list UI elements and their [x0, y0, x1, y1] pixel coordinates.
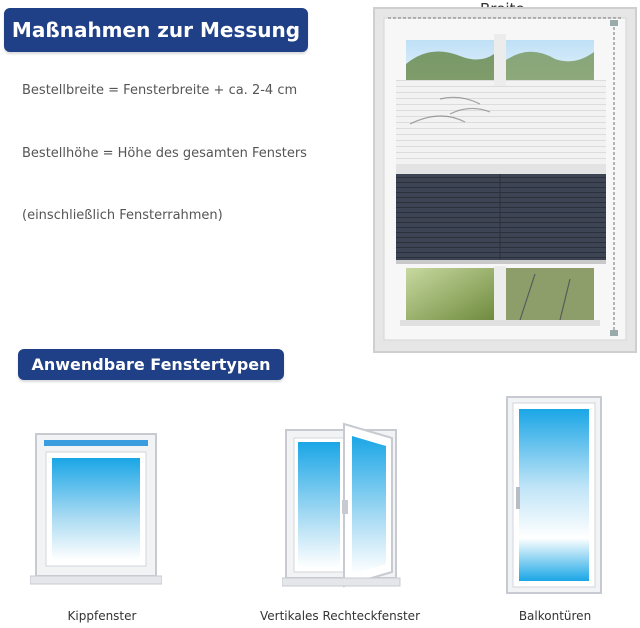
measurement-title: Maßnahmen zur Messung	[4, 8, 308, 52]
tilt-window-icon	[30, 430, 162, 590]
balcony-door-icon	[505, 395, 603, 595]
caption-balcony-door: Balkontüren	[518, 609, 592, 623]
caption-tilt-window: Kippfenster	[67, 609, 137, 623]
order-height-text: Bestellhöhe = Höhe des gesamten Fensters	[22, 146, 307, 161]
casement-window-icon	[282, 420, 402, 590]
order-width-text: Bestellbreite = Fensterbreite + ca. 2-4 cm	[22, 83, 298, 98]
pleated-blind-window-illustration	[370, 4, 640, 356]
caption-casement-window: Vertikales Rechteckfenster	[259, 609, 420, 623]
frame-note-text: (einschließlich Fensterrahmen)	[22, 208, 223, 223]
window-types-title: Anwendbare Fenstertypen	[18, 349, 284, 380]
